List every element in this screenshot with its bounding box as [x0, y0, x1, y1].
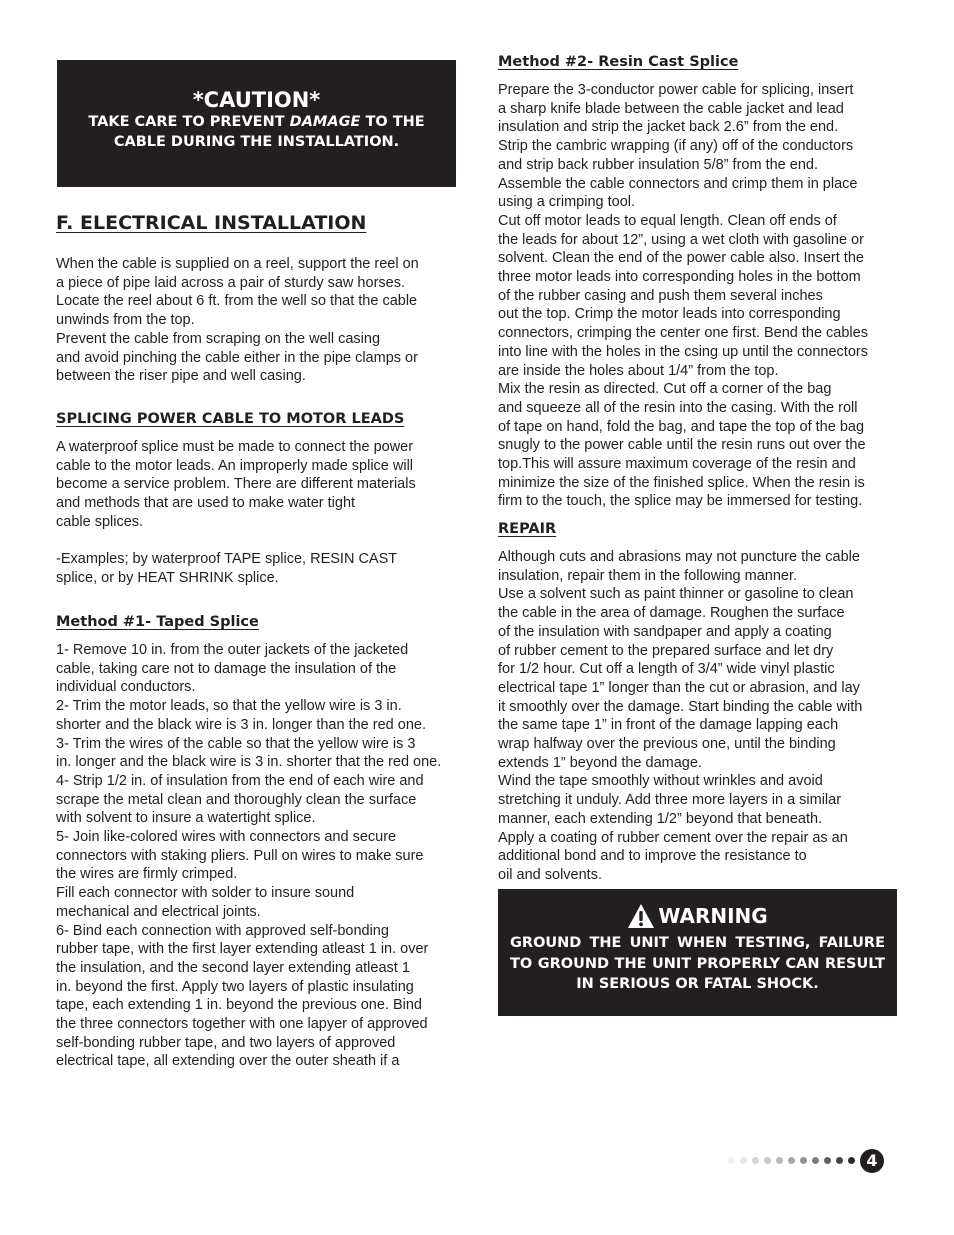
step-text: - Trim the wires of the cable so that the yellow wire is 3 in. longer and the black wire is 3 in. shorter that the red one. — [56, 735, 442, 771]
step-number: 2 — [56, 698, 65, 715]
page-dot — [764, 1157, 771, 1164]
method1-step — [56, 922, 462, 1072]
page-dot — [836, 1157, 843, 1164]
warning-title: WARNING — [658, 904, 768, 928]
page-dot — [728, 1157, 735, 1164]
method1-step — [56, 828, 462, 922]
page-dot — [824, 1157, 831, 1164]
splicing-examples: -Examples; by waterproof TAPE splice, RESIN CAST splice, or by HEAT SHRINK splice. — [56, 551, 398, 586]
repair-paragraph: Although cuts and abrasions may not puncture the cable insulation, repair them in the following manner. Use a solvent such as paint thinner or gasoline to clean the cable in the area of damage. Roughen the surface of the insulation with sandpaper and apply a coating of rubber cement to the prepared surface and let dry for 1/2 hour. Cut off a length of 3/4” wide vinyl plastic electrical tape 1” longer than the cut or abrasion, and lay it smoothly over the damage. Start binding the cable with the same tape 1” in front of the damage lapping each wrap halfway over the previous one, until the binding extends 1” beyond the damage. Wind the tape smoothly without wrinkles and avoid stretching it unduly. Add three more layers in a similar manner, each extending 1/2” beyond that beneath. Apply a coating of rubber cement over the repair as an additional bond and to improve the resistance to oil and solvents. — [498, 549, 863, 883]
page-number: 4 — [860, 1149, 884, 1173]
method1-step — [56, 641, 462, 697]
step-number: 5 — [56, 829, 65, 846]
caution-line1-pre: TAKE CARE TO PREVENT — [88, 114, 290, 130]
caution-title: *CAUTION* — [192, 88, 321, 112]
caution-line1-emphasis: DAMAGE — [289, 114, 361, 130]
caution-box — [57, 60, 456, 187]
step-text: - Join like-colored wires with connectors and secure connectors with staking pliers. Pull on wires to make sure the wires are firmly crimped. Fill each connector with solder to insure sound mechanical and electrical joints. — [56, 829, 424, 920]
warning-text: GROUND THE UNIT WHEN TESTING, FAILURE TO GROUND THE UNIT PROPERLY CAN RESULT IN SERIOUS OR FATAL SHOCK. — [510, 935, 885, 992]
step-text: - Trim the motor leads, so that the yellow wire is 3 in. shorter and the black wire is 3 in. longer than the red one. — [56, 698, 426, 733]
warning-box — [498, 889, 897, 1016]
method1-step — [56, 735, 462, 772]
step-number: 1 — [56, 642, 65, 658]
splicing-paragraph: A waterproof splice must be made to connect the power cable to the motor leads. An improperly made splice will become a service problem. There are different materials and methods that are used to make water tight cable splices. — [56, 439, 416, 530]
page-dot — [776, 1157, 783, 1164]
page-indicator — [728, 1148, 884, 1173]
page-dot — [740, 1157, 747, 1164]
caution-line2: CABLE DURING THE INSTALLATION. — [113, 134, 400, 150]
warning-header — [498, 901, 897, 931]
step-text: - Remove 10 in. from the outer jackets of the jacketed cable, taking care not to damage the insulation of the individual conductors. — [56, 642, 409, 696]
method1-step — [56, 697, 462, 734]
intro-paragraph: When the cable is supplied on a reel, support the reel on a piece of pipe laid across a pair of sturdy saw horses. Locate the reel about 6 ft. from the well so that the cable unwinds from the top. Prevent the cable from scraping on the well casing and avoid pinching the cable either in the pipe clamps or between the riser pipe and well casing. — [56, 256, 419, 385]
step-number: 3 — [56, 735, 65, 752]
method2-heading: Method #2- Resin Cast Splice — [498, 54, 739, 70]
method1-steps — [56, 641, 462, 1071]
warning-triangle-icon — [627, 903, 655, 929]
page-dot — [800, 1157, 807, 1164]
section-title: F. ELECTRICAL INSTALLATION — [56, 212, 367, 234]
step-number: 6 — [56, 922, 65, 939]
page-dot — [812, 1157, 819, 1164]
page-dot — [848, 1157, 855, 1164]
caution-text — [81, 112, 432, 152]
repair-heading: REPAIR — [498, 521, 557, 537]
caution-line1-post: TO THE — [360, 114, 425, 130]
step-number: 4 — [56, 772, 65, 789]
page-dot — [788, 1157, 795, 1164]
method2-paragraph: Prepare the 3-conductor power cable for splicing, insert a sharp knife blade between the cable jacket and lead insulation and strip the jacket back 2.6” from the end. Strip the cambric wrapping (if any) off of the conductors and strip back rubber insulation 5/8” from the end. Assemble the cable connectors and crimp them in place using a crimping tool. Cut off motor leads to equal length. Clean off ends of the leads for about 12”, using a wet cloth with gasoline or solvent. Clean the end of the power cable also. Insert the three motor leads into corresponding holes in the bottom of the rubber casing and push them several inches out the top. Crimp the motor leads into corresponding connectors, crimping the center one first. Bend the cables into line with the holes in the csing up until the connectors are inside the holes about 1/4” from the top. Mix the resin as directed. Cut off a corner of the bag and squeeze all of the resin into the casing. With the roll of tape on hand, fold the bag, and tape the top of the bag snugly to the power cable until the resin runs out over the top.This will assure maximum coverage of the resin and minimize the size of the finished splice. When the resin is firm to the touch, the splice may be immersed for testing. — [498, 82, 868, 510]
step-text: - Bind each connection with approved self-bonding rubber tape, with the first layer extending atleast 1 in. over the insulation, and the second layer extending atleast 1 in. beyond the first. Apply two layers of plastic insulating tape, each extending 1 in. beyond the previous one. Bind the three connectors together with one lapyer of approved self-bonding rubber tape, and two layers of approved electrical tape, all extending over the outer sheath if a — [56, 922, 429, 1070]
splicing-heading: SPLICING POWER CABLE TO MOTOR LEADS — [56, 411, 405, 427]
method1-heading: Method #1- Taped Splice — [56, 614, 259, 630]
page-dot — [752, 1157, 759, 1164]
step-text: - Strip 1/2 in. of insulation from the end of each wire and scrape the metal clean and thoroughly clean the surface with solvent to insure a watertight splice. — [56, 772, 424, 827]
method1-step — [56, 772, 462, 828]
